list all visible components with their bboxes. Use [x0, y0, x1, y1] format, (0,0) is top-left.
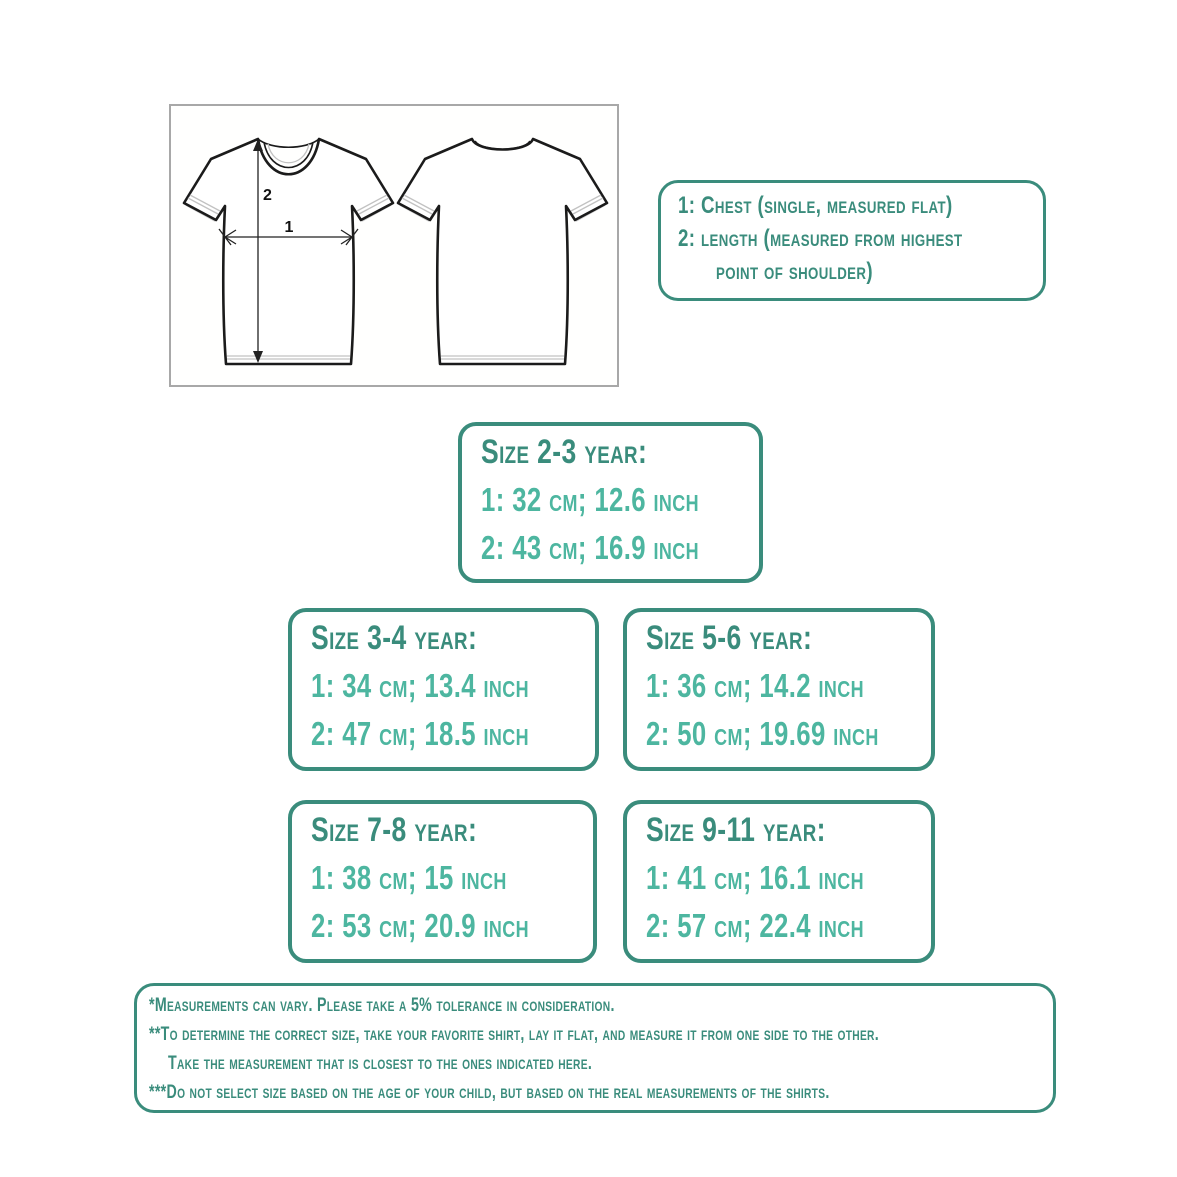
size-box-7-8-year — [288, 800, 597, 963]
notes-box — [134, 983, 1056, 1113]
size-box-5-6-year — [623, 608, 935, 771]
size-title: Size 5-6 year: — [646, 619, 813, 657]
front-back-collar-line — [258, 139, 319, 147]
tshirt-diagram — [171, 106, 617, 385]
tshirt-diagram-frame — [169, 104, 619, 387]
size-title: Size 2-3 year: — [481, 433, 648, 471]
size-chest-value: 1: 41 cm; 16.1 inch — [646, 859, 864, 896]
note-tolerance: *Measurements can vary. Please take a 5% tolerance in consideration. — [149, 994, 615, 1016]
note-age-warning: ***Do not select size based on the age of your child, but based on the real measurements of the shirts. — [149, 1081, 830, 1103]
note-how-to-measure: **To determine the correct size, take your favorite shirt, lay it flat, and measure it from one side to the other. — [149, 1023, 879, 1045]
size-length-value: 2: 57 cm; 22.4 inch — [646, 907, 864, 944]
tshirt-front — [184, 139, 393, 364]
size-chest-value: 1: 32 cm; 12.6 inch — [481, 481, 699, 518]
size-title: Size 3-4 year: — [311, 619, 478, 657]
size-length-value: 2: 43 cm; 16.9 inch — [481, 529, 699, 566]
size-chest-value: 1: 36 cm; 14.2 inch — [646, 667, 864, 704]
size-length-value: 2: 50 cm; 19.69 inch — [646, 715, 879, 752]
legend-line-chest: 1: Chest (single, measured flat) — [678, 192, 953, 219]
note-how-to-measure-cont: Take the measurement that is closest to the ones indicated here. — [168, 1052, 593, 1074]
legend-line-length-cont: point of shoulder) — [716, 258, 873, 285]
size-chest-value: 1: 34 cm; 13.4 inch — [311, 667, 529, 704]
legend-box — [658, 180, 1046, 301]
size-length-value: 2: 53 cm; 20.9 inch — [311, 907, 529, 944]
size-title: Size 9-11 year: — [646, 811, 826, 849]
size-chest-value: 1: 38 cm; 15 inch — [311, 859, 507, 896]
size-title: Size 7-8 year: — [311, 811, 478, 849]
size-length-value: 2: 47 cm; 18.5 inch — [311, 715, 529, 752]
size-box-3-4-year — [288, 608, 599, 771]
legend-line-length: 2: length (measured from highest — [678, 225, 963, 252]
chest-measure-label: 1 — [284, 219, 294, 236]
size-box-2-3-year — [458, 422, 763, 583]
tshirt-back — [398, 139, 607, 364]
size-box-9-11-year — [623, 800, 935, 963]
length-measure-label: 2 — [263, 187, 272, 204]
